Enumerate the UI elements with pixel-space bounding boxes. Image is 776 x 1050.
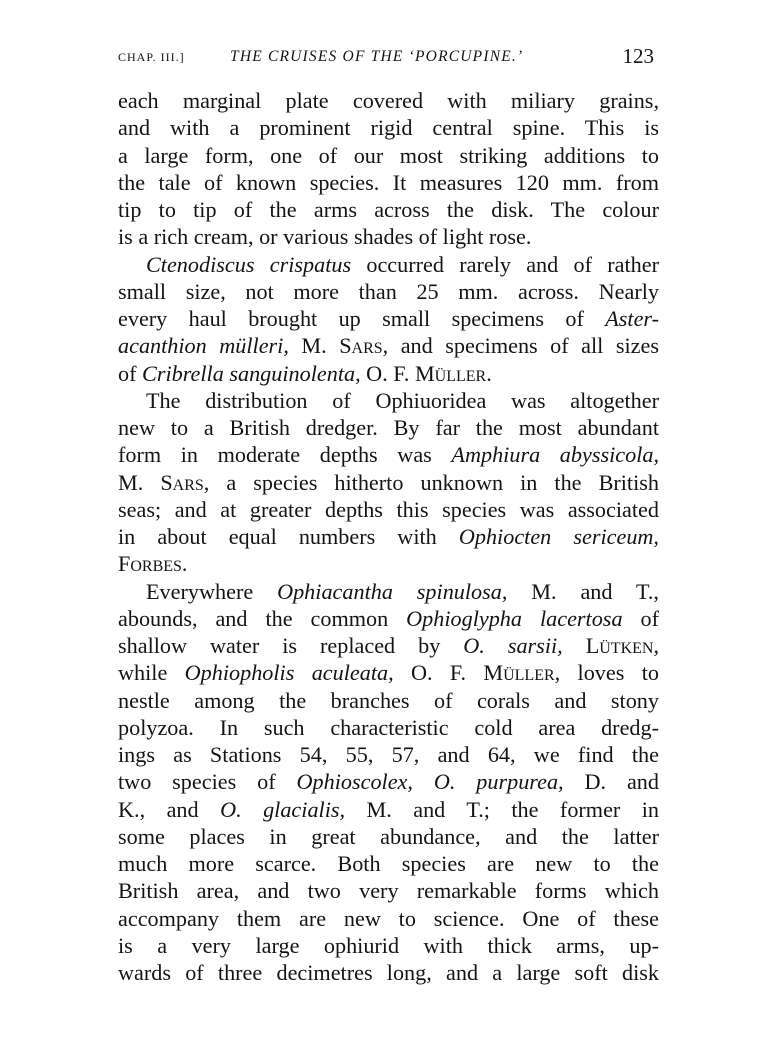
text-line: and with a prominent rigid central spine. This is — [118, 115, 659, 141]
text-line: while Ophiopholis aculeata, O. F. Müller, loves to — [118, 660, 659, 686]
text-line: British area, and two very remarkable forms which — [118, 878, 659, 904]
species-name: Ophiopholis aculeata, — [184, 660, 394, 686]
text-line: abounds, and the common Ophioglypha lacertosa of — [118, 605, 659, 631]
species-name: Ophiocten sericeum, — [458, 524, 659, 549]
text-line: nestle among the branches of corals and stony — [118, 687, 659, 713]
running-title: THE CRUISES OF THE ‘PORCUPINE.’ — [230, 48, 524, 65]
species-name: Ctenodiscus crispatus — [146, 251, 352, 277]
text-line: every haul brought up small specimens of Aster- — [118, 306, 659, 331]
text-line: each marginal plate covered with miliary grains, — [118, 88, 659, 113]
text-line: is a very large ophiurid with thick arms, up- — [118, 932, 659, 958]
species-name: Ophioglypha lacertosa — [406, 605, 623, 631]
text-line: the tale of known species. It measures 120 mm. from — [118, 169, 659, 195]
text-line: of Cribrella sanguinolenta, O. F. Müller. — [118, 360, 492, 386]
text-line: small size, not more than 25 mm. across. Nearly — [118, 278, 659, 304]
text-line: polyzoa. In such characteristic cold area dredg- — [118, 714, 659, 740]
running-head — [118, 44, 658, 70]
species-name: Aster- — [605, 306, 659, 331]
text-line: new to a British dredger. By far the most abundant — [118, 415, 659, 440]
text-line: shallow water is replaced by O. sarsii, Lütken, — [118, 633, 659, 658]
species-name: Amphiura abyssicola, — [451, 442, 659, 468]
text-line: K., and O. glacialis, M. and T.; the former in — [118, 796, 660, 822]
species-name: Ophiacantha spinulosa, — [277, 578, 508, 604]
text-line: wards of three decimetres long, and a large soft disk — [118, 960, 659, 985]
species-name: O. purpurea, — [433, 769, 564, 795]
text-line: seas; and at greater depths this species was associated — [118, 496, 659, 522]
author-name: Sars — [160, 469, 204, 495]
page-number: 123 — [622, 44, 654, 68]
text-line: ings as Stations 54, 55, 57, and 64, we find the — [118, 742, 659, 767]
text-line: Forbes. — [118, 551, 188, 577]
author-name: Forbes — [118, 551, 182, 577]
author-name: Sars — [339, 333, 383, 359]
text-line: The distribution of Ophiuoridea was altogether — [146, 387, 659, 413]
author-name: Lütken — [585, 633, 654, 658]
text-line: some places in great abundance, and the latter — [118, 823, 659, 849]
text-line: tip to tip of the arms across the disk. The colour — [118, 197, 659, 222]
text-line: Everywhere Ophiacantha spinulosa, M. and T., — [146, 578, 659, 604]
species-name: O. glacialis, — [220, 796, 346, 822]
text-line: a large form, one of our most striking additions to — [118, 142, 659, 168]
text-line: M. Sars, a species hitherto unknown in the British — [118, 469, 659, 495]
text-line: acanthion mülleri, M. Sars, and specimens of all sizes — [118, 333, 659, 359]
species-name: Ophioscolex, — [296, 769, 413, 795]
text-line: much more scarce. Both species are new to the — [118, 851, 659, 876]
text-line: is a rich cream, or various shades of light rose. — [118, 224, 532, 250]
species-name: acanthion mülleri, — [118, 333, 289, 359]
text-line: accompany them are new to science. One of these — [118, 905, 659, 931]
author-name: Müller — [414, 360, 487, 386]
body-text — [118, 87, 659, 986]
chapter-label: CHAP. III.] — [118, 50, 185, 64]
text-line: Ctenodiscus crispatus occurred rarely and of rather — [146, 251, 659, 277]
text-line: in about equal numbers with Ophiocten sericeum, — [118, 524, 659, 549]
author-name: Müller — [483, 660, 555, 686]
text-line: two species of Ophioscolex, O. purpurea, D. and — [118, 769, 659, 795]
text-line: form in moderate depths was Amphiura abyssicola, — [118, 442, 659, 468]
species-name: Cribrella sanguinolenta, — [142, 360, 361, 386]
species-name: O. sarsii, — [463, 633, 563, 658]
